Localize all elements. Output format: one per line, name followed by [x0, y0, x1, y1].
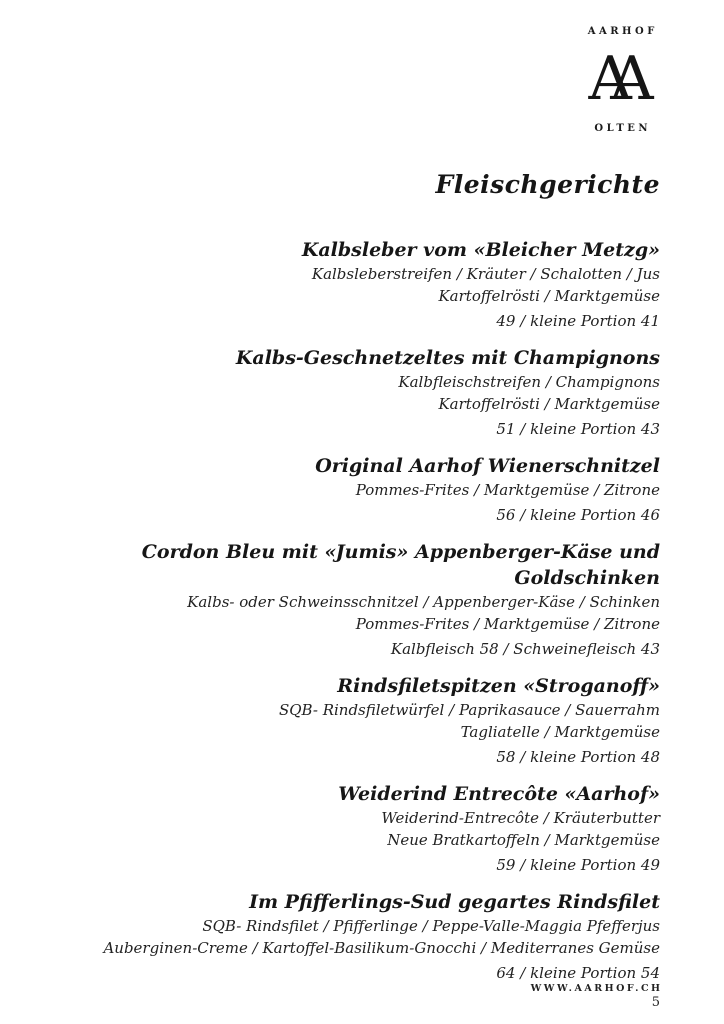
menu-item-description-line: Tagliatelle / Marktgemüse: [460, 723, 660, 741]
menu-item-description: [0, 263, 660, 307]
menu-item: [0, 673, 660, 768]
menu-item-price: 64 / kleine Portion 54: [496, 964, 660, 982]
menu-item-title: Im Pfifferlings-Sud gegartes Rindsfilet: [249, 891, 660, 913]
menu-item-description: [0, 479, 660, 501]
page-number: 5: [651, 995, 660, 1010]
page-footer: [530, 983, 663, 1010]
menu-item-title: Cordon Bleu mit «Jumis» Appenberger-Käse und Goldschinken: [141, 541, 660, 589]
aarhof-monogram-icon: AA: [588, 44, 632, 114]
menu-item-description-line: SQB- Rindsfiletwürfel / Paprikasauce / Sauerrahm: [278, 701, 660, 719]
menu-item-title: Kalbs-Geschnetzeltes mit Champignons: [235, 347, 660, 369]
menu-item-price: 58 / kleine Portion 48: [496, 748, 660, 766]
menu-item-description-line: Kartoffelrösti / Marktgemüse: [438, 287, 660, 305]
menu-item-description-line: Weiderind-Entrecôte / Kräuterbutter: [381, 809, 660, 827]
menu-item: [0, 345, 660, 440]
menu-item-title: Original Aarhof Wienerschnitzel: [315, 455, 660, 477]
menu-item-price: 59 / kleine Portion 49: [496, 856, 660, 874]
menu-item-description-line: Pommes-Frites / Marktgemüse / Zitrone: [355, 615, 660, 633]
menu-item-description-line: Kalbsleberstreifen / Kräuter / Schalotten / Jus: [311, 265, 660, 283]
menu-item-title: Rindsfiletspitzen «Stroganoff»: [337, 675, 660, 697]
menu-item-price: 51 / kleine Portion 43: [496, 420, 660, 438]
menu-item-description: [0, 591, 660, 635]
menu-item-description-line: Pommes-Frites / Marktgemüse / Zitrone: [355, 481, 660, 499]
menu-list: [0, 237, 660, 984]
website-url: WWW.AARHOF.CH: [530, 983, 663, 994]
page-title: Fleischgerichte: [435, 170, 660, 199]
menu-item: [0, 781, 660, 876]
menu-item-price: 56 / kleine Portion 46: [496, 506, 660, 524]
menu-item: [0, 237, 660, 332]
menu-item-description-line: Kalbfleischstreifen / Champignons: [398, 373, 660, 391]
brand-city: OLTEN: [594, 123, 652, 134]
menu-item-description-line: Kalbs- oder Schweinsschnitzel / Appenberger-Käse / Schinken: [187, 593, 660, 611]
menu-item-title: Weiderind Entrecôte «Aarhof»: [338, 783, 660, 805]
menu-item-description-line: Neue Bratkartoffeln / Marktgemüse: [387, 831, 660, 849]
menu-item-price: 49 / kleine Portion 41: [496, 312, 660, 330]
menu-item: [0, 539, 660, 660]
brand-name: AARHOF: [587, 26, 658, 37]
menu-item-description: [0, 371, 660, 415]
menu-item-price: Kalbfleisch 58 / Schweinefleisch 43: [390, 640, 660, 658]
menu-item-description: [0, 699, 660, 743]
menu-item-description: [0, 915, 660, 959]
menu-item-description-line: Auberginen-Creme / Kartoffel-Basilikum-Gnocchi / Mediterranes Gemüse: [103, 939, 660, 957]
menu-item: [0, 453, 660, 526]
restaurant-logo: [561, 26, 681, 134]
menu-item-description: [0, 807, 660, 851]
menu-item-title: Kalbsleber vom «Bleicher Metzg»: [301, 239, 660, 261]
menu-item-description-line: SQB- Rindsfilet / Pfifferlinge / Peppe-Valle-Maggia Pfefferjus: [202, 917, 660, 935]
menu-item: [0, 889, 660, 984]
menu-item-description-line: Kartoffelrösti / Marktgemüse: [438, 395, 660, 413]
